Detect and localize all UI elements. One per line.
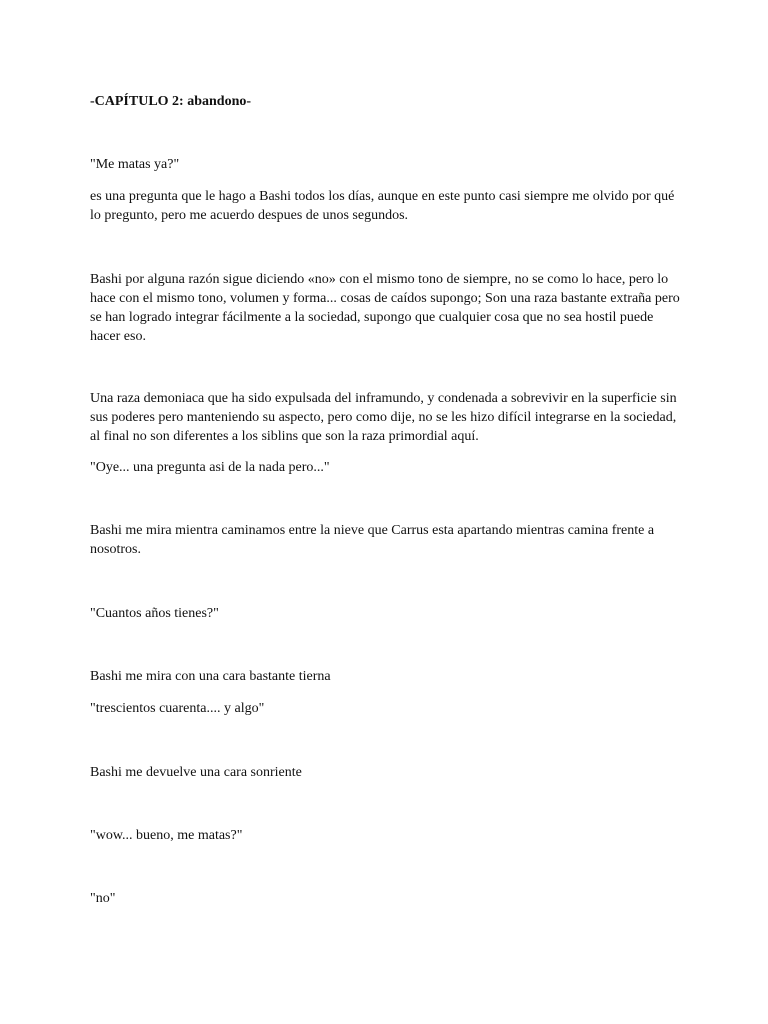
paragraph: Bashi me mira con una cara bastante tierna	[90, 669, 331, 684]
paragraph: "Me matas ya?"	[90, 157, 180, 172]
paragraph: "Cuantos años tienes?"	[90, 606, 219, 621]
paragraph: Una raza demoniaca que ha sido expulsada del inframundo, y condenada a sobrevivir en la superficie sin sus poderes pero manteniendo su aspecto, pero como dije, no se les hizo difícil integrarse en la sociedad, al final no son diferentes a los siblins que son la raza primordial aquí.	[90, 391, 677, 444]
paragraph: Bashi me devuelve una cara sonriente	[90, 765, 302, 780]
paragraph: "wow... bueno, me matas?"	[90, 828, 243, 843]
paragraph: Bashi me mira mientra caminamos entre la nieve que Carrus esta apartando mientras camina frente a nosotros.	[90, 523, 655, 557]
paragraph: es una pregunta que le hago a Bashi todos los días, aunque en este punto casi siempre me olvido por qué lo pregunto, pero me acuerdo despues de unos segundos.	[90, 189, 675, 223]
paragraph: "Oye... una pregunta asi de la nada pero..."	[90, 460, 330, 475]
paragraph: "no"	[90, 891, 116, 906]
paragraph: "trescientos cuarenta.... y algo"	[90, 701, 265, 716]
paragraph: Bashi por alguna razón sigue diciendo «no» con el mismo tono de siempre, no se como lo hace, pero lo hace con el mismo tono, volumen y forma... cosas de caídos supongo; Son una raza bastante extraña pero se han logrado integrar fácilmente a la sociedad, supongo que cualquier cosa que no sea hostil puede hacer eso.	[90, 272, 680, 344]
chapter-title: -CAPÍTULO 2: abandono-	[90, 94, 252, 109]
